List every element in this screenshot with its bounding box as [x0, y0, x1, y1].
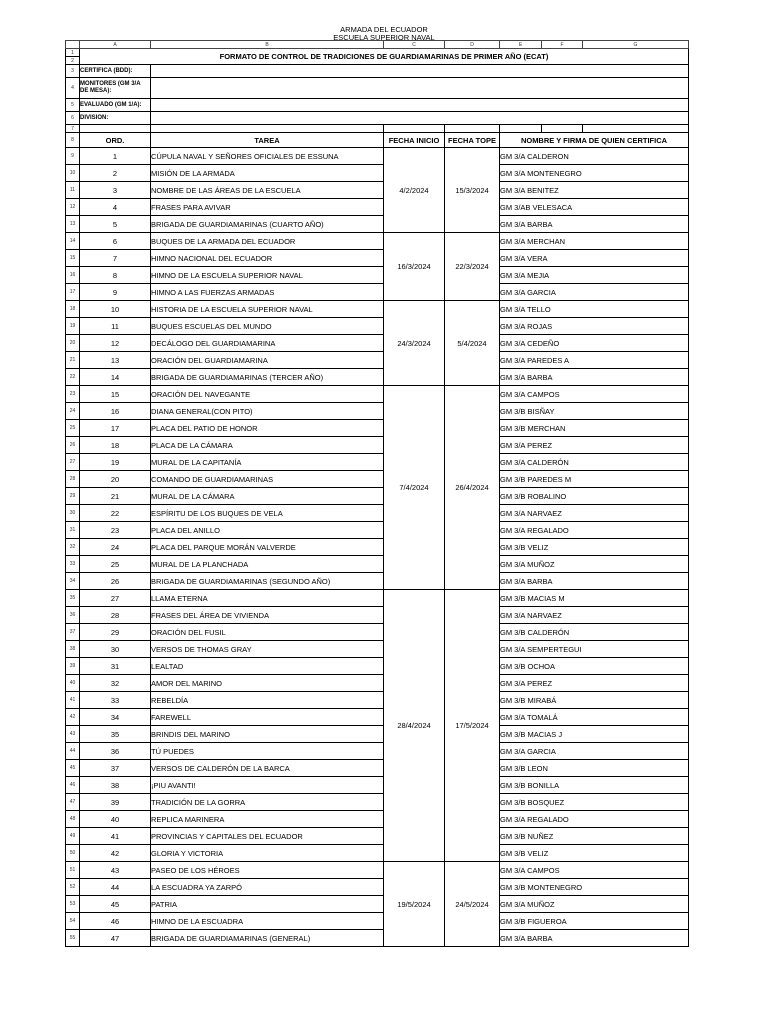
row-number: 35 — [66, 590, 80, 607]
task-cell: GLORIA Y VICTORIA — [151, 845, 384, 862]
ord-cell: 42 — [80, 845, 151, 862]
certifica-field[interactable] — [151, 65, 689, 78]
certifier-cell[interactable]: GM 3/A PEREZ — [500, 675, 689, 692]
fecha-inicio-cell: 28/4/2024 — [384, 590, 445, 862]
task-cell: BUQUES ESCUELAS DEL MUNDO — [151, 318, 384, 335]
certifier-cell[interactable]: GM 3/B MERCHAN — [500, 420, 689, 437]
ord-cell: 43 — [80, 862, 151, 879]
table-row — [66, 624, 689, 641]
school-name: ESCUELA SUPERIOR NAVAL — [333, 33, 435, 42]
row-number: 2 — [66, 57, 80, 65]
division-field[interactable] — [151, 112, 689, 125]
row-number: 4 — [66, 78, 80, 99]
task-cell: LLAMA ETERNA — [151, 590, 384, 607]
column-letter: D — [445, 41, 500, 49]
row-number: 11 — [66, 182, 80, 199]
row-number: 25 — [66, 420, 80, 437]
task-cell: COMANDO DE GUARDIAMARINAS — [151, 471, 384, 488]
ord-header: ORD. — [80, 133, 151, 148]
certifier-cell[interactable]: GM 3/A CALDERON — [500, 148, 689, 165]
certifier-cell[interactable]: GM 3/B ROBALINO — [500, 488, 689, 505]
task-cell: PLACA DEL PATIO DE HONOR — [151, 420, 384, 437]
task-cell: ORACIÓN DEL GUARDIAMARINA — [151, 352, 384, 369]
certifier-cell[interactable]: GM 3/A GARCIA — [500, 743, 689, 760]
ord-cell: 37 — [80, 760, 151, 777]
row-number: 36 — [66, 607, 80, 624]
table-row — [66, 437, 689, 454]
certifier-cell[interactable]: GM 3/A CAMPOS — [500, 386, 689, 403]
ord-cell: 44 — [80, 879, 151, 896]
row-number: 6 — [66, 112, 80, 125]
ord-cell: 18 — [80, 437, 151, 454]
fecha-inicio-cell: 16/3/2024 — [384, 233, 445, 301]
table-row — [66, 420, 689, 437]
table-row — [66, 505, 689, 522]
row-number: 13 — [66, 216, 80, 233]
ord-cell: 46 — [80, 913, 151, 930]
task-cell: BRINDIS DEL MARINO — [151, 726, 384, 743]
ord-cell: 26 — [80, 573, 151, 590]
task-cell: MISIÓN DE LA ARMADA — [151, 165, 384, 182]
row-number: 43 — [66, 726, 80, 743]
column-letter: A — [80, 41, 151, 49]
certifier-cell[interactable]: GM 3/A TOMALÁ — [500, 709, 689, 726]
task-cell: BRIGADA DE GUARDIAMARINAS (TERCER AÑO) — [151, 369, 384, 386]
row-number: 48 — [66, 811, 80, 828]
row-number: 41 — [66, 692, 80, 709]
table-row — [66, 641, 689, 658]
table-row — [66, 845, 689, 862]
table-row — [66, 539, 689, 556]
certifier-cell[interactable]: GM 3/A NARVAEZ — [500, 607, 689, 624]
row-number: 53 — [66, 896, 80, 913]
monitores-label: MONITORES (GM 3/A DE MESA): — [80, 78, 151, 99]
row-number: 15 — [66, 250, 80, 267]
certifier-cell[interactable]: GM 3/A TELLO — [500, 301, 689, 318]
tradition-control-sheet — [65, 40, 689, 947]
row-number: 40 — [66, 675, 80, 692]
ord-cell: 4 — [80, 199, 151, 216]
row-number: 8 — [66, 133, 80, 148]
row-number: 37 — [66, 624, 80, 641]
task-cell: PLACA DE LA CÁMARA — [151, 437, 384, 454]
ord-cell: 16 — [80, 403, 151, 420]
table-row — [66, 148, 689, 165]
task-cell: HIMNO DE LA ESCUELA SUPERIOR NAVAL — [151, 267, 384, 284]
task-cell: BUQUES DE LA ARMADA DEL ECUADOR — [151, 233, 384, 250]
ord-cell: 23 — [80, 522, 151, 539]
certifier-cell[interactable]: GM 3/B FIGUEROA — [500, 913, 689, 930]
spacer-cell — [445, 125, 500, 133]
table-row — [66, 692, 689, 709]
table-row — [66, 607, 689, 624]
certifier-cell[interactable]: GM 3/B MONTENEGRO — [500, 879, 689, 896]
task-cell: NOMBRE DE LAS ÁREAS DE LA ESCUELA — [151, 182, 384, 199]
table-row — [66, 556, 689, 573]
ord-cell: 28 — [80, 607, 151, 624]
table-header-row — [66, 133, 689, 148]
column-letter: G — [583, 41, 689, 49]
ord-cell: 39 — [80, 794, 151, 811]
spacer-cell — [151, 125, 384, 133]
ord-cell: 47 — [80, 930, 151, 947]
row-number: 20 — [66, 335, 80, 352]
row-number: 50 — [66, 845, 80, 862]
row-number: 51 — [66, 862, 80, 879]
certifier-cell[interactable]: GM 3/A NARVAEZ — [500, 505, 689, 522]
row-number: 45 — [66, 760, 80, 777]
spacer-cell — [384, 125, 445, 133]
table-row — [66, 335, 689, 352]
certifier-cell[interactable]: GM 3/A PEREZ — [500, 437, 689, 454]
table-row — [66, 913, 689, 930]
row-number: 9 — [66, 148, 80, 165]
ord-cell: 17 — [80, 420, 151, 437]
monitores-field[interactable] — [151, 78, 689, 99]
spacer-cell — [500, 125, 542, 133]
table-row — [66, 811, 689, 828]
fecha-tope-cell: 17/5/2024 — [445, 590, 500, 862]
row-number: 39 — [66, 658, 80, 675]
ord-cell: 11 — [80, 318, 151, 335]
certifier-cell[interactable]: GM 3/A BARBA — [500, 216, 689, 233]
table-row — [66, 488, 689, 505]
fecha-tope-cell: 24/5/2024 — [445, 862, 500, 947]
task-cell: ESPÍRITU DE LOS BUQUES DE VELA — [151, 505, 384, 522]
ord-cell: 14 — [80, 369, 151, 386]
ord-cell: 12 — [80, 335, 151, 352]
task-cell: HIMNO NACIONAL DEL ECUADOR — [151, 250, 384, 267]
fecha-tope-cell: 26/4/2024 — [445, 386, 500, 590]
ord-cell: 29 — [80, 624, 151, 641]
row-number: 54 — [66, 913, 80, 930]
certifier-cell[interactable]: GM 3/A REGALADO — [500, 811, 689, 828]
fecha-tope-cell: 15/3/2024 — [445, 148, 500, 233]
table-row — [66, 726, 689, 743]
table-row — [66, 794, 689, 811]
task-cell: PLACA DEL ANILLO — [151, 522, 384, 539]
ord-cell: 6 — [80, 233, 151, 250]
table-row — [66, 199, 689, 216]
evaluado-field[interactable] — [151, 99, 689, 112]
table-row — [66, 930, 689, 947]
row-number: 12 — [66, 199, 80, 216]
table-row — [66, 709, 689, 726]
task-cell: REPLICA MARINERA — [151, 811, 384, 828]
ord-cell: 30 — [80, 641, 151, 658]
task-cell: AMOR DEL MARINO — [151, 675, 384, 692]
ord-cell: 35 — [80, 726, 151, 743]
certifier-cell[interactable]: GM 3/A GARCIA — [500, 284, 689, 301]
table-row — [66, 233, 689, 250]
row-number: 29 — [66, 488, 80, 505]
ord-cell: 19 — [80, 454, 151, 471]
row-number: 47 — [66, 794, 80, 811]
row-number: 1 — [66, 49, 80, 57]
table-row — [66, 471, 689, 488]
table-row — [66, 828, 689, 845]
task-cell: VERSOS DE THOMAS GRAY — [151, 641, 384, 658]
table-row — [66, 369, 689, 386]
row-number: 55 — [66, 930, 80, 947]
certifier-cell[interactable]: GM 3/A BENITEZ — [500, 182, 689, 199]
certifier-cell[interactable]: GM 3/A BARBA — [500, 573, 689, 590]
certifier-cell[interactable]: GM 3/B CALDERÓN — [500, 624, 689, 641]
fecha-tope-header: FECHA TOPE — [445, 133, 500, 148]
task-cell: MURAL DE LA PLANCHADA — [151, 556, 384, 573]
table-row — [66, 182, 689, 199]
task-cell: TRADICIÓN DE LA GORRA — [151, 794, 384, 811]
row-number: 44 — [66, 743, 80, 760]
row-number: 7 — [66, 125, 80, 133]
ord-cell: 41 — [80, 828, 151, 845]
task-cell: FRASES DEL ÁREA DE VIVIENDA — [151, 607, 384, 624]
row-number: 22 — [66, 369, 80, 386]
row-number: 21 — [66, 352, 80, 369]
table-row — [66, 386, 689, 403]
task-cell: BRIGADA DE GUARDIAMARINAS (CUARTO AÑO) — [151, 216, 384, 233]
division-label: DIVISION: — [80, 112, 151, 125]
task-cell: PROVINCIAS Y CAPITALES DEL ECUADOR — [151, 828, 384, 845]
table-row — [66, 352, 689, 369]
task-cell: DIANA GENERAL(CON PITO) — [151, 403, 384, 420]
certifica-label: CERTIFICA (BDD): — [80, 65, 151, 78]
row-number: 16 — [66, 267, 80, 284]
certifier-cell[interactable]: GM 3/A BARBA — [500, 369, 689, 386]
table-row — [66, 573, 689, 590]
certifier-cell[interactable]: GM 3/B MACIAS J — [500, 726, 689, 743]
row-number: 10 — [66, 165, 80, 182]
tarea-header: TAREA — [151, 133, 384, 148]
task-cell: PATRIA — [151, 896, 384, 913]
certifier-cell[interactable]: GM 3/A VERA — [500, 250, 689, 267]
table-row — [66, 216, 689, 233]
certifier-cell[interactable]: GM 3/B MACIAS M — [500, 590, 689, 607]
row-number: 5 — [66, 99, 80, 112]
certifier-cell[interactable]: GM 3/B BOSQUEZ — [500, 794, 689, 811]
certifier-cell[interactable]: GM 3/A MUÑOZ — [500, 556, 689, 573]
ord-cell: 40 — [80, 811, 151, 828]
column-letter: C — [384, 41, 445, 49]
spacer-cell — [542, 125, 583, 133]
task-cell: ORACIÓN DEL NAVEGANTE — [151, 386, 384, 403]
table-row — [66, 743, 689, 760]
column-letter: F — [542, 41, 583, 49]
task-cell: TÚ PUEDES — [151, 743, 384, 760]
row-number: 30 — [66, 505, 80, 522]
row-number: 46 — [66, 777, 80, 794]
table-row — [66, 454, 689, 471]
table-row — [66, 165, 689, 182]
ord-cell: 34 — [80, 709, 151, 726]
fecha-tope-cell: 5/4/2024 — [445, 301, 500, 386]
row-number: 19 — [66, 318, 80, 335]
task-cell: VERSOS DE CALDERÓN DE LA BARCA — [151, 760, 384, 777]
certifier-cell[interactable]: GM 3/A REGALADO — [500, 522, 689, 539]
table-row — [66, 250, 689, 267]
row-number: 42 — [66, 709, 80, 726]
ord-cell: 9 — [80, 284, 151, 301]
fecha-inicio-cell: 24/3/2024 — [384, 301, 445, 386]
row-number: 18 — [66, 301, 80, 318]
spacer-cell — [583, 125, 689, 133]
task-cell: BRIGADA DE GUARDIAMARINAS (GENERAL) — [151, 930, 384, 947]
row-number: 26 — [66, 437, 80, 454]
task-cell: PASEO DE LOS HÉROES — [151, 862, 384, 879]
row-number: 34 — [66, 573, 80, 590]
table-row — [66, 879, 689, 896]
table-row — [66, 403, 689, 420]
ord-cell: 45 — [80, 896, 151, 913]
ord-cell: 31 — [80, 658, 151, 675]
table-row — [66, 284, 689, 301]
task-cell: HISTORIA DE LA ESCUELA SUPERIOR NAVAL — [151, 301, 384, 318]
table-row — [66, 267, 689, 284]
task-cell: PLACA DEL PARQUE MORÁN VALVERDE — [151, 539, 384, 556]
evaluado-label: EVALUADO (GM 1/A): — [80, 99, 151, 112]
row-number: 49 — [66, 828, 80, 845]
ord-cell: 33 — [80, 692, 151, 709]
task-cell: FRASES PARA AVIVAR — [151, 199, 384, 216]
ord-cell: 8 — [80, 267, 151, 284]
certifier-cell[interactable]: GM 3/A MERCHAN — [500, 233, 689, 250]
ord-cell: 36 — [80, 743, 151, 760]
row-number: 17 — [66, 284, 80, 301]
column-letters — [66, 41, 689, 49]
ord-cell: 3 — [80, 182, 151, 199]
certifier-cell[interactable]: GM 3/B BONILLA — [500, 777, 689, 794]
ord-cell: 24 — [80, 539, 151, 556]
row-number: 31 — [66, 522, 80, 539]
task-cell: LEALTAD — [151, 658, 384, 675]
certifier-cell[interactable]: GM 3/B OCHOA — [500, 658, 689, 675]
fecha-tope-cell: 22/3/2024 — [445, 233, 500, 301]
task-cell: MURAL DE LA CÁMARA — [151, 488, 384, 505]
column-letter: E — [500, 41, 542, 49]
certifier-cell[interactable]: GM 3/B LEON — [500, 760, 689, 777]
certifier-cell[interactable]: GM 3/B BISÑAY — [500, 403, 689, 420]
row-number: 38 — [66, 641, 80, 658]
table-row — [66, 590, 689, 607]
task-cell: BRIGADA DE GUARDIAMARINAS (SEGUNDO AÑO) — [151, 573, 384, 590]
certifier-cell[interactable]: GM 3/A ROJAS — [500, 318, 689, 335]
task-cell: HIMNO DE LA ESCUADRA — [151, 913, 384, 930]
table-row — [66, 675, 689, 692]
ord-cell: 27 — [80, 590, 151, 607]
task-cell: FAREWELL — [151, 709, 384, 726]
ord-cell: 20 — [80, 471, 151, 488]
fecha-inicio-cell: 19/5/2024 — [384, 862, 445, 947]
fecha-inicio-header: FECHA INICIO — [384, 133, 445, 148]
row-number: 14 — [66, 233, 80, 250]
ord-cell: 15 — [80, 386, 151, 403]
ord-cell: 1 — [80, 148, 151, 165]
row-number: 33 — [66, 556, 80, 573]
certifier-cell[interactable]: GM 3/A MONTENEGRO — [500, 165, 689, 182]
column-letter: B — [151, 41, 384, 49]
table-row — [66, 777, 689, 794]
task-cell: REBELDÍA — [151, 692, 384, 709]
ord-cell: 21 — [80, 488, 151, 505]
task-cell: CÚPULA NAVAL Y SEÑORES OFICIALES DE ESSUNA — [151, 148, 384, 165]
task-cell: DECÁLOGO DEL GUARDIAMARINA — [151, 335, 384, 352]
row-number: 52 — [66, 879, 80, 896]
certifier-cell[interactable]: GM 3/B VELIZ — [500, 539, 689, 556]
certifier-cell[interactable]: GM 3/A SEMPERTEGUI — [500, 641, 689, 658]
certifier-cell[interactable]: GM 3/AB VELESACA — [500, 199, 689, 216]
ord-cell: 2 — [80, 165, 151, 182]
certifier-cell[interactable]: GM 3/A PAREDES A — [500, 352, 689, 369]
task-cell: MURAL DE LA CAPITANÍA — [151, 454, 384, 471]
ord-cell: 13 — [80, 352, 151, 369]
certifier-cell[interactable]: GM 3/A CALDERÓN — [500, 454, 689, 471]
firma-header: NOMBRE Y FIRMA DE QUIEN CERTIFICA — [500, 133, 689, 148]
row-number: 32 — [66, 539, 80, 556]
spacer-cell — [80, 125, 151, 133]
certifier-cell[interactable]: GM 3/B PAREDES M — [500, 471, 689, 488]
row-number: 24 — [66, 403, 80, 420]
form-title: FORMATO DE CONTROL DE TRADICIONES DE GUARDIAMARINAS DE PRIMER AÑO (ECAT) — [80, 49, 689, 65]
table-row — [66, 760, 689, 777]
row-number: 23 — [66, 386, 80, 403]
ord-cell: 38 — [80, 777, 151, 794]
task-cell: HIMNO A LAS FUERZAS ARMADAS — [151, 284, 384, 301]
table-row — [66, 318, 689, 335]
ord-cell: 32 — [80, 675, 151, 692]
certifier-cell[interactable]: GM 3/A BARBA — [500, 930, 689, 947]
ord-cell: 22 — [80, 505, 151, 522]
row-number: 28 — [66, 471, 80, 488]
table-row — [66, 522, 689, 539]
certifier-cell[interactable]: GM 3/A CAMPOS — [500, 862, 689, 879]
table-row — [66, 862, 689, 879]
certifier-cell[interactable]: GM 3/B MIRABÁ — [500, 692, 689, 709]
ord-cell: 7 — [80, 250, 151, 267]
ord-cell: 10 — [80, 301, 151, 318]
fecha-inicio-cell: 7/4/2024 — [384, 386, 445, 590]
task-cell: ¡PIU AVANTI! — [151, 777, 384, 794]
certifier-cell[interactable]: GM 3/B NUÑEZ — [500, 828, 689, 845]
table-row — [66, 658, 689, 675]
institution-name: ARMADA DEL ECUADOR — [340, 25, 428, 34]
table-row — [66, 896, 689, 913]
row-number: 3 — [66, 65, 80, 78]
certifier-cell[interactable]: GM 3/A MUÑOZ — [500, 896, 689, 913]
certifier-cell[interactable]: GM 3/A MEJIA — [500, 267, 689, 284]
certifier-cell[interactable]: GM 3/B VELIZ — [500, 845, 689, 862]
ord-cell: 5 — [80, 216, 151, 233]
corner-cell — [66, 41, 80, 49]
fecha-inicio-cell: 4/2/2024 — [384, 148, 445, 233]
task-cell: LA ESCUADRA YA ZARPÓ — [151, 879, 384, 896]
certifier-cell[interactable]: GM 3/A CEDEÑO — [500, 335, 689, 352]
table-row — [66, 301, 689, 318]
task-cell: ORACIÓN DEL FUSIL — [151, 624, 384, 641]
row-number: 27 — [66, 454, 80, 471]
ord-cell: 25 — [80, 556, 151, 573]
